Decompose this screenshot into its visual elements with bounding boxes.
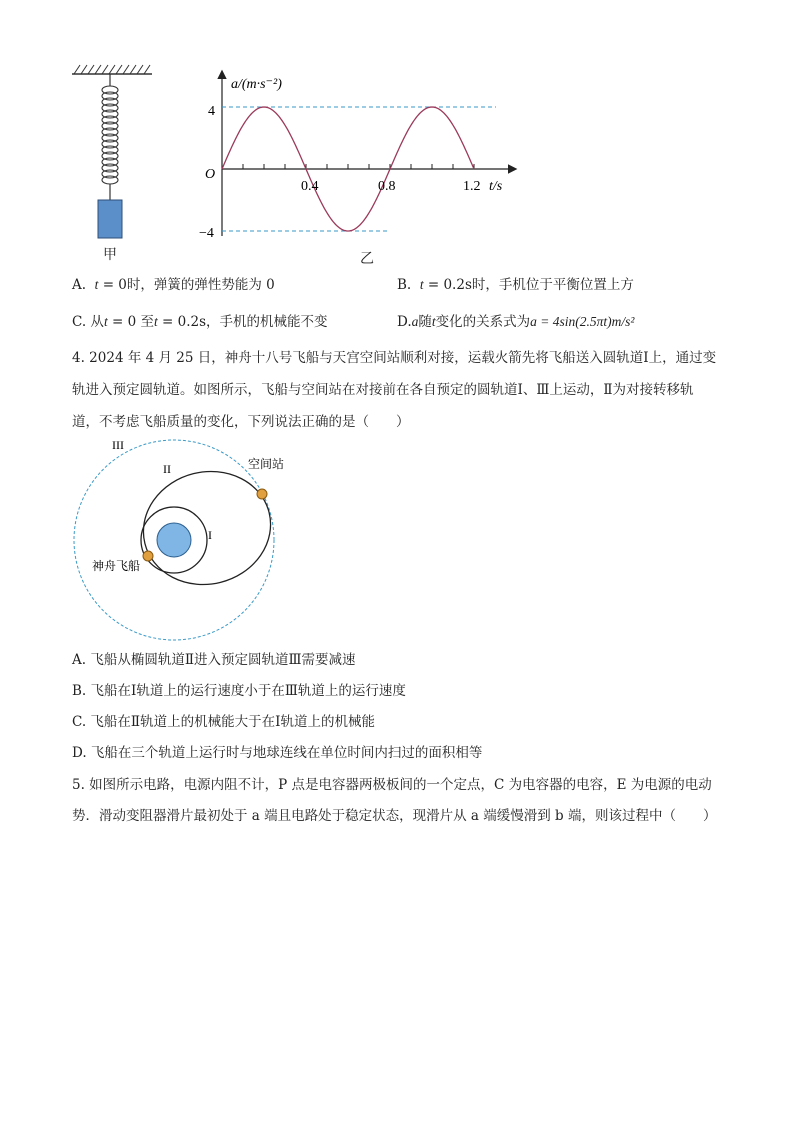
q3-option-b: B. t = 0.2s时，手机位于平衡位置上方	[397, 277, 634, 293]
x-axis-label: t/s	[489, 179, 503, 194]
spring-figure	[66, 60, 158, 260]
origin-label: O	[205, 167, 216, 182]
q4-stem-line2: 轨进入预定圆轨道。如图所示，飞船与空间站在对接前在各自预定的圆轨道Ⅰ、Ⅲ上运动，Ⅱ为对接转移轨	[72, 382, 694, 398]
orbit-diagram	[72, 432, 312, 644]
y-tick-neg4: −4	[199, 226, 214, 241]
label-ship: 神舟飞船	[92, 559, 141, 573]
x-tick-1.2: 1.2	[463, 179, 481, 194]
label-I: I	[208, 528, 212, 542]
label-jia: 甲	[103, 247, 117, 263]
x-tick-0.4: 0.4	[301, 179, 319, 194]
q4-option-a: A. 飞船从椭圆轨道Ⅱ进入预定圆轨道Ⅲ需要减速	[72, 652, 356, 668]
q3-option-d: D.a随t变化的关系式为a = 4sin(2.5πt)m/s²	[397, 314, 635, 330]
q4-option-c: C. 飞船在Ⅱ轨道上的机械能大于在Ⅰ轨道上的机械能	[72, 714, 375, 730]
label-III: III	[112, 438, 124, 452]
q4-option-d: D. 飞船在三个轨道上运行时与地球连线在单位时间内扫过的面积相等	[72, 745, 483, 761]
y-tick-4: 4	[208, 104, 215, 119]
q3-option-a: A. t = 0时，弹簧的弹性势能为 0	[72, 277, 275, 293]
label-II: II	[163, 462, 171, 476]
earth	[157, 523, 191, 557]
space-station	[257, 489, 267, 499]
y-axis-label: a/(m·s⁻²)	[231, 77, 282, 92]
phone-block	[98, 200, 122, 238]
q4-stem-line1: 4. 2024 年 4 月 25 日，神舟十八号飞船与天宫空间站顺利对接，运载火箭先将飞船送入圆轨道Ⅰ上，通过变	[72, 350, 717, 366]
x-tick-0.8: 0.8	[378, 179, 396, 194]
label-yi: 乙	[360, 251, 374, 267]
q5-stem-line2: 势．滑动变阻器滑片最初处于 a 端且电路处于稳定状态，现滑片从 a 端缓慢滑到 b 端，则该过程中（ ）	[72, 808, 717, 824]
spacecraft	[143, 551, 153, 561]
label-station: 空间站	[248, 457, 285, 471]
q3-option-c: C. 从t = 0 至t = 0.2s，手机的机械能不变	[72, 314, 328, 330]
q4-stem-line3: 道，不考虑飞船质量的变化，下列说法正确的是（ ）	[72, 414, 410, 430]
q4-option-b: B. 飞船在Ⅰ轨道上的运行速度小于在Ⅲ轨道上的运行速度	[72, 683, 406, 699]
q5-stem-line1: 5. 如图所示电路，电源内阻不计，P 点是电容器两极板间的一个定点，C 为电容器的电容，E 为电源的电动	[72, 777, 712, 793]
orbit-II	[131, 457, 285, 598]
acceleration-graph	[195, 66, 525, 246]
